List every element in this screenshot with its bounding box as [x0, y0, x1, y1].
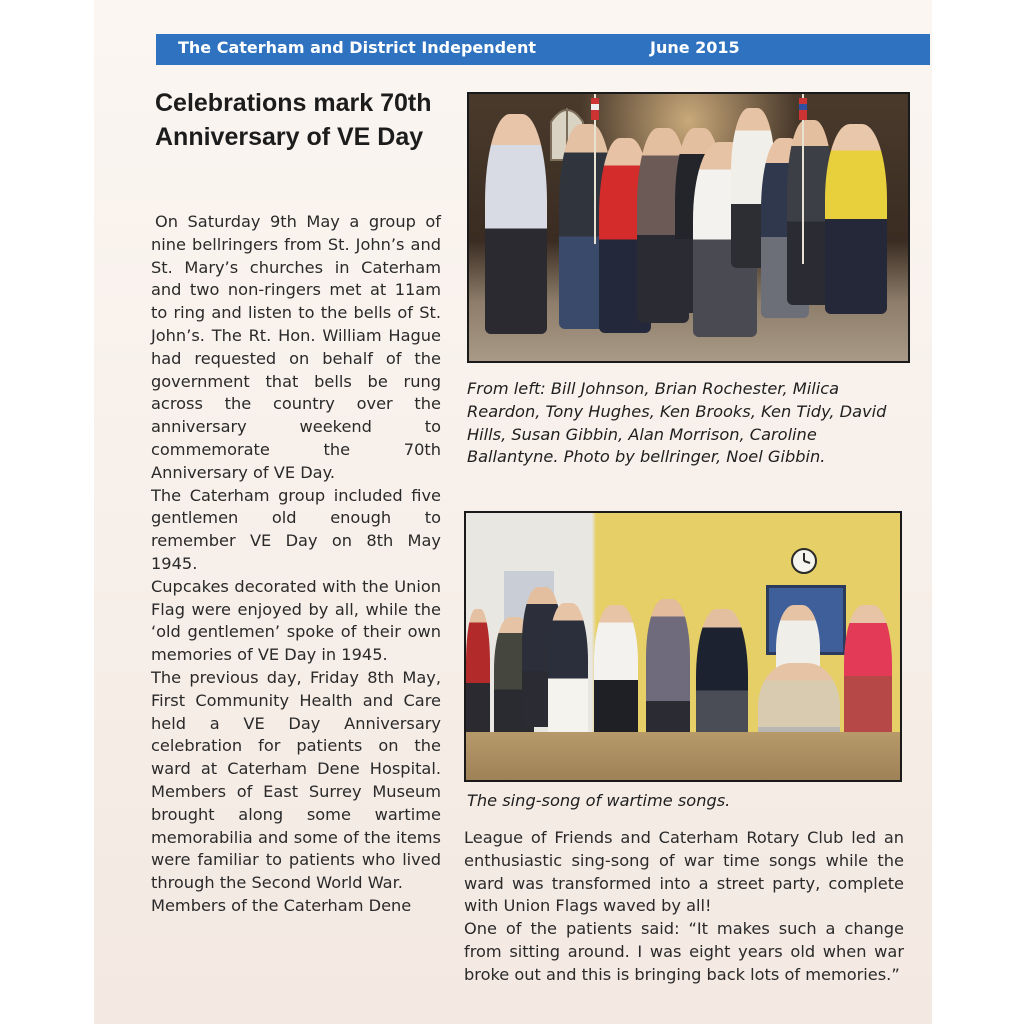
article-column-right	[464, 827, 904, 987]
newspaper-page	[94, 0, 932, 1024]
masthead-bar	[156, 34, 930, 65]
article-paragraph-3: Cupcakes decorated with the Union Flag were enjoyed by all, while the ‘old gentlemen’ spoke of their own memories of VE Day in 1945.	[151, 576, 441, 665]
person-figure	[594, 605, 638, 749]
bellringers-photo-caption: From left: Bill Johnson, Brian Rochester, Milica Reardon, Tony Hughes, Ken Brooks, Ken Tidy, David Hills, Susan Gibbin, Alan Morrison, Caroline Ballantyne. Photo by bellringer, Noel Gibbin.	[467, 379, 887, 467]
article-headline: Celebrations mark 70th Anniversary of VE Day	[155, 89, 432, 151]
person-figure	[844, 605, 892, 753]
article-paragraph-1: On Saturday 9th May a group of nine bellringers from St. John’s and St. Mary’s churches in Caterham and two non-ringers met at 11am to ring and listen to the bells of St. John’s. The Rt. Hon. William Hague had requested on behalf of the government that bells be rung across the country over the anniversary weekend to commemorate the 70th Anniversary of VE Day.	[151, 212, 441, 482]
article-paragraph-2: The Caterham group included five gentlemen old enough to remember VE Day on 8th May 1945.	[151, 485, 441, 573]
person-figure	[485, 114, 547, 334]
hall-floor	[466, 732, 900, 780]
wall-clock-icon	[790, 547, 818, 575]
person-figure	[646, 599, 690, 745]
person-figure	[548, 603, 588, 748]
article-paragraph-5: Members of the Caterham Dene	[151, 895, 412, 915]
singsong-photo	[464, 511, 902, 782]
person-figure	[466, 609, 490, 744]
article-continuation-1: League of Friends and Caterham Rotary Club led an enthusiastic sing-song of war time songs while the ward was transformed into a street party, complete with Union Flags waved by all!	[464, 828, 904, 916]
singsong-photo-caption: The sing-song of wartime songs.	[467, 791, 731, 810]
bell-rope-icon	[795, 94, 811, 274]
issue-date: June 2015	[650, 38, 740, 57]
publication-name: The Caterham and District Independent	[178, 38, 536, 57]
article-column-left	[151, 211, 441, 918]
article-continuation-2: One of the patients said: “It makes such a change from sitting around. I was eight years old when war broke out and this is bringing back lots of memories.”	[464, 919, 904, 984]
bellringers-photo	[467, 92, 910, 363]
person-figure	[825, 124, 887, 314]
article-paragraph-4: The previous day, Friday 8th May, First Community Health and Care held a VE Day Anniversary celebration for patients on the ward at Caterham Dene Hospital. Members of East Surrey Museum brought along some wartime memorabilia and some of the items were familiar to patients who lived through the Second World War.	[151, 667, 441, 893]
bell-rope-icon	[587, 94, 603, 254]
